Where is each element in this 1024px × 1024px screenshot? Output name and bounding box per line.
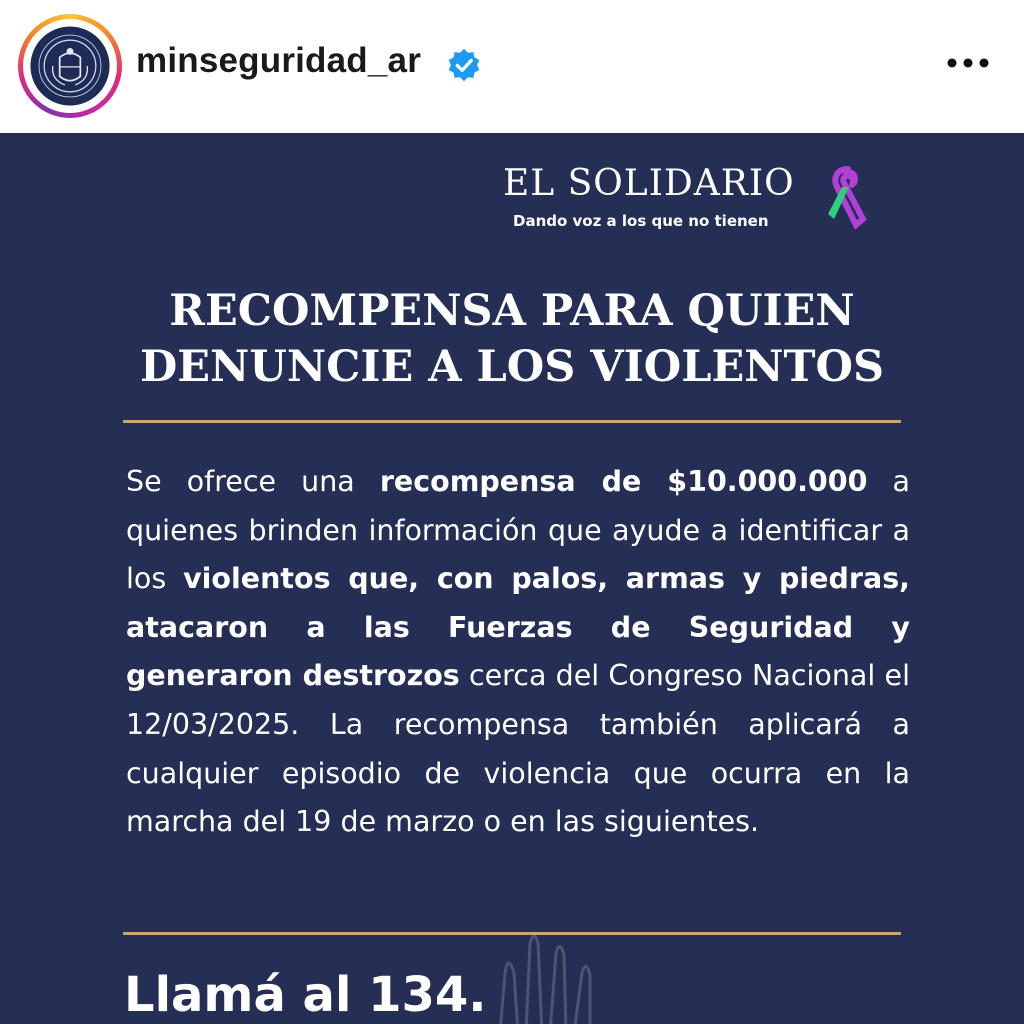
more-options-icon[interactable]: [938, 48, 998, 78]
brand-title: EL SOLIDARIO: [503, 163, 795, 204]
headline-line-1: RECOMPENSA PARA QUIEN: [169, 286, 855, 336]
divider-top: [123, 420, 901, 423]
avatar[interactable]: [18, 14, 122, 118]
username[interactable]: minseguridad_ar: [136, 41, 422, 80]
post-header: [0, 0, 1024, 133]
headline: [0, 283, 1024, 395]
reward-description: [126, 458, 910, 847]
avatar-inner: [23, 19, 117, 113]
body-bold-2: violentos que, con palos, armas y piedras, atacaron a las Fuerzas de Seguridad y generaron destrozos: [126, 562, 910, 693]
call-to-action: Llamá al 134.: [124, 967, 487, 1023]
body-text-3: cerca del Congreso Nacional el 12/03/2025. La recompensa también aplicará a cualquier episodio de violencia que ocurra en la marcha del 19 de marzo o en las siguientes.: [126, 659, 910, 839]
ministry-seal-icon: [27, 23, 113, 109]
post-image: [0, 133, 1024, 1024]
verified-badge-icon: [446, 47, 482, 83]
brand-subtitle: Dando voz a los que no tienen: [513, 212, 769, 230]
body-text-2: a quienes brinden información que ayude a identificar a los: [126, 465, 910, 596]
body-bold-1: recompensa de $10.000.000: [379, 465, 868, 498]
awareness-ribbon-icon: [822, 165, 870, 235]
headline-line-2: DENUNCIE A LOS VIOLENTOS: [139, 342, 885, 392]
body-text-1: Se ofrece una: [126, 465, 380, 498]
